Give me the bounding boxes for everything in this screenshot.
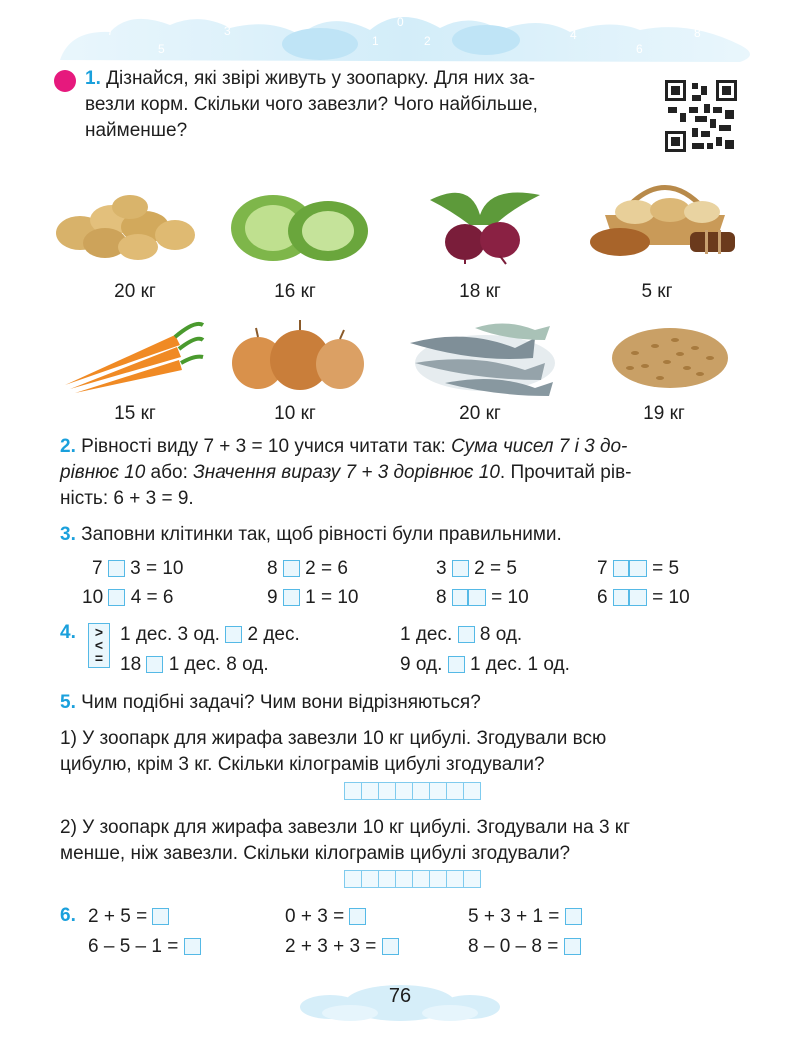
expr-part: 18 [120, 654, 142, 675]
carrots-weight: 15 кг [114, 403, 156, 424]
answer-cells[interactable] [345, 782, 481, 800]
task3-expression [267, 587, 359, 609]
task5-problem-1 [60, 726, 760, 778]
expr-part: 6 [597, 587, 608, 608]
sign: > [94, 624, 104, 640]
expr-part: 4 = 6 [130, 587, 174, 608]
task1-text [85, 66, 655, 144]
expr-part: 7 [597, 558, 608, 579]
task4-comparison [400, 624, 522, 646]
task4-number: 4. [60, 622, 76, 643]
answer-box[interactable] [382, 938, 399, 955]
expr-part: 1 дес. 8 од. [168, 654, 269, 675]
qr-code-icon [665, 80, 737, 152]
expr-part: 7 [92, 558, 103, 579]
sign: = [94, 650, 104, 666]
task3-text [60, 522, 562, 548]
task6-expression [285, 906, 366, 928]
task3-number: 3. [60, 524, 76, 545]
task1-line: найменше? [85, 120, 188, 141]
header-digit: 7 [107, 24, 114, 38]
fish-image [395, 308, 560, 403]
expr-part: 9 од. [400, 654, 443, 675]
task6-expression [88, 906, 169, 928]
header-digit: 0 [397, 15, 404, 29]
task2-italic-part: Значення виразу 7 + 3 дорівнює 10 [193, 462, 500, 483]
onions-image [228, 318, 368, 398]
answer-box[interactable] [452, 560, 469, 577]
task2-text-part: ність: 6 + 3 = 9. [60, 488, 194, 509]
onions-weight: 10 кг [274, 403, 316, 424]
potatoes-weight: 20 кг [114, 281, 156, 302]
task1-line: Дізнайся, які звірі живуть у зоопарку. Для них за- [106, 68, 536, 89]
task6-expression [285, 936, 399, 958]
task2-text-part: або: [145, 462, 194, 483]
task2-text-part: Рівності виду 7 + 3 = 10 учися читати так: [81, 436, 452, 457]
expr-part: 3 = 10 [130, 558, 184, 579]
task3-expression [597, 558, 679, 580]
answer-box[interactable] [108, 560, 125, 577]
task6-number-wrap [60, 903, 76, 929]
expr-part: = 10 [491, 587, 529, 608]
task3-expression [436, 587, 529, 609]
answer-box-double[interactable] [613, 589, 647, 606]
answer-box[interactable] [564, 938, 581, 955]
expr-part: 1 = 10 [305, 587, 359, 608]
answer-box[interactable] [108, 589, 125, 606]
task3-expression [82, 587, 174, 609]
task6-expression [88, 936, 201, 958]
problem-line: менше, ніж завезли. Скільки кілограмів цибулі згодували? [60, 843, 571, 864]
cabbage-image [228, 183, 373, 263]
task3-expression [267, 558, 348, 580]
task3-expression [92, 558, 184, 580]
beets-image [410, 180, 550, 265]
expr-part: 6 – 5 – 1 = [88, 936, 179, 957]
task2-italic-part: Сума чисел 7 і 3 до- [451, 436, 628, 457]
expr-part: 5 + 3 + 1 = [468, 906, 560, 927]
header-digit: 2 [424, 34, 431, 48]
bread-weight: 5 кг [641, 281, 673, 302]
expr-part: 2 + 5 = [88, 906, 148, 927]
expr-part: 10 [82, 587, 104, 608]
answer-box[interactable] [349, 908, 366, 925]
problem-line: цибулю, крім 3 кг. Скільки кілограмів цибулі згодували? [60, 754, 545, 775]
task4-comparison [400, 654, 570, 676]
answer-box[interactable] [448, 656, 465, 673]
expr-part: 8 [436, 587, 447, 608]
task6-expression [468, 936, 581, 958]
expr-part: 3 [436, 558, 447, 579]
answer-box[interactable] [146, 656, 163, 673]
task4-comparison [120, 624, 300, 646]
task3-expression [597, 587, 690, 609]
answer-box[interactable] [283, 589, 300, 606]
problem-line: 2) У зоопарк для жирафа завезли 10 кг цибулі. Згодували на 3 кг [60, 817, 631, 838]
task-bullet-dot [54, 70, 76, 92]
expr-part: 8 – 0 – 8 = [468, 936, 559, 957]
expr-part: 0 + 3 = [285, 906, 345, 927]
cabbage-weight: 16 кг [274, 281, 316, 302]
answer-cells[interactable] [345, 870, 481, 888]
fish-weight: 20 кг [459, 403, 501, 424]
comparison-signs-box [88, 623, 110, 668]
task4-number-wrap [60, 620, 76, 646]
header-digit: 5 [158, 42, 165, 56]
sign: < [94, 637, 104, 653]
answer-box[interactable] [283, 560, 300, 577]
expr-part: 9 [267, 587, 278, 608]
grain-weight: 19 кг [643, 403, 685, 424]
task1-line: везли корм. Скільки чого завезли? Чого найбільше, [85, 94, 538, 115]
task5-number: 5. [60, 692, 76, 713]
task5-text [60, 690, 481, 716]
task3-instruction: Заповни клітинки так, щоб рівності були правильними. [81, 524, 562, 545]
grain-image [605, 318, 735, 393]
expr-part: 2 + 3 + 3 = [285, 936, 377, 957]
task3-expression [436, 558, 517, 580]
carrots-image [55, 315, 205, 395]
task2-text-part: . Прочитай рів- [499, 462, 632, 483]
expr-part: = 10 [652, 587, 690, 608]
task1-number: 1. [85, 68, 101, 89]
task6-number: 6. [60, 905, 76, 926]
answer-box[interactable] [225, 626, 242, 643]
task6-expression [468, 906, 582, 928]
task2-number: 2. [60, 436, 76, 457]
answer-box[interactable] [458, 626, 475, 643]
header-digit: 3 [224, 24, 231, 38]
problem-line: 1) У зоопарк для жирафа завезли 10 кг цибулі. Згодували всю [60, 728, 607, 749]
task2-text [60, 434, 760, 512]
header-digit: 8 [694, 26, 701, 40]
answer-box[interactable] [152, 908, 169, 925]
expr-part: = 5 [652, 558, 680, 579]
answer-box[interactable] [184, 938, 201, 955]
expr-part: 2 дес. [247, 624, 300, 645]
answer-box[interactable] [565, 908, 582, 925]
page-number: 76 [388, 985, 412, 1007]
header-digit: 6 [636, 42, 643, 56]
task4-comparison [120, 654, 269, 676]
expr-part: 1 дес. 3 од. [120, 624, 220, 645]
answer-box-double[interactable] [452, 589, 486, 606]
task5-instruction: Чим подібні задачі? Чим вони відрізняються? [81, 692, 481, 713]
expr-part: 1 дес. [400, 624, 453, 645]
task5-problem-2 [60, 815, 760, 867]
expr-part: 8 [267, 558, 278, 579]
expr-part: 2 = 5 [474, 558, 517, 579]
bread-basket-image [590, 170, 740, 265]
task2-italic-part: рівнює 10 [60, 462, 146, 483]
header-cloud-band [0, 0, 800, 75]
header-digit: 1 [372, 34, 379, 48]
beets-weight: 18 кг [459, 281, 501, 302]
expr-part: 8 од. [479, 624, 523, 645]
header-digit: 4 [570, 28, 577, 42]
expr-part: 1 дес. 1 од. [469, 654, 570, 675]
potatoes-image [50, 185, 200, 265]
expr-part: 2 = 6 [305, 558, 348, 579]
answer-box-double[interactable] [613, 560, 647, 577]
